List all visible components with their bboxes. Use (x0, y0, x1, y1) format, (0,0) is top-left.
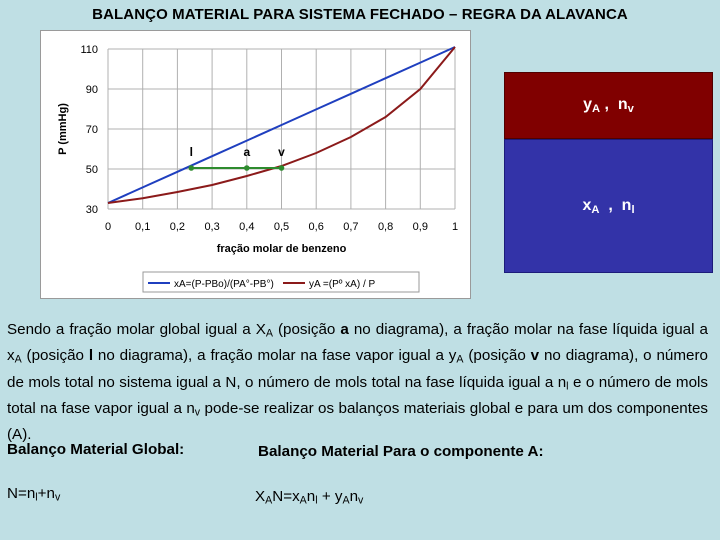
component-balance-heading: Balanço Material Para o componente A: (258, 443, 544, 460)
vapor-phase-label: $y_A$ , $n_v$ (583, 96, 634, 115)
vapor-phase-box (504, 72, 713, 139)
phase-diagram-chart (40, 30, 471, 299)
tie-point-label-l: l (189, 145, 193, 159)
tie-point-a (244, 165, 250, 171)
x-axis-label: fração molar de benzeno (216, 243, 347, 255)
x-tick-label: 0,1 (135, 221, 151, 233)
x-tick-label: 0,7 (343, 221, 359, 233)
global-balance-equation: $N=n_l+n_v$ (7, 485, 61, 504)
y-tick-label: 50 (85, 164, 98, 176)
y-tick-label: 90 (85, 84, 98, 96)
x-tick-label: 0 (104, 221, 112, 233)
tie-point-l (188, 165, 194, 171)
y-axis-label: P (mmHg) (57, 103, 69, 155)
component-balance-equation: $X_AN=x_An_l + y_An_v$ (255, 488, 364, 507)
liquid-phase-box (504, 139, 713, 273)
tie-point-label-v: v (278, 145, 285, 159)
global-balance-heading: Balanço Material Global: (7, 441, 185, 458)
y-tick-label: 70 (85, 124, 98, 136)
x-tick-label: 0,4 (239, 221, 255, 233)
x-tick-label: 0,8 (377, 221, 394, 233)
tie-point-label-a: a (243, 145, 251, 159)
y-tick-label: 30 (85, 204, 98, 216)
x-tick-label: 0,9 (412, 221, 428, 233)
x-tick-label: 0,5 (273, 221, 290, 233)
x-tick-label: 0,2 (169, 221, 186, 233)
legend-label: xA=(P-PBo)/(PA°-PB°) (174, 279, 274, 290)
y-tick-label: 110 (80, 44, 98, 56)
slide-title: BALANÇO MATERIAL PARA SISTEMA FECHADO – REGRA DA ALAVANCA (92, 6, 628, 23)
x-tick-label: 0,3 (204, 221, 220, 233)
x-tick-label: 0,6 (308, 221, 324, 233)
liquid-phase-label: $x_A$ , $n_l$ (582, 196, 635, 216)
x-tick-label: 1 (451, 221, 459, 233)
tie-point-v (279, 165, 285, 171)
legend-label: yA =(Pº xA) / P (309, 279, 376, 290)
chart-canvas (41, 31, 470, 298)
explanation-paragraph: Sendo a fração molar global igual a $X_A$ (posição a no diagrama), a fração molar na fase líquida igual a $x_A$ (posição l no diagrama), a fração molar na fase vapor igual a $y_A$ (posição v no diagrama), o número de mols total no sistema igual a N, o número de mols total na fase líquida igual a $n_l$ e o número de mols total na fase vapor igual a $n_v$ pode-se realizar os balanços materiais global e para um dos componentes (A). (7, 321, 708, 443)
